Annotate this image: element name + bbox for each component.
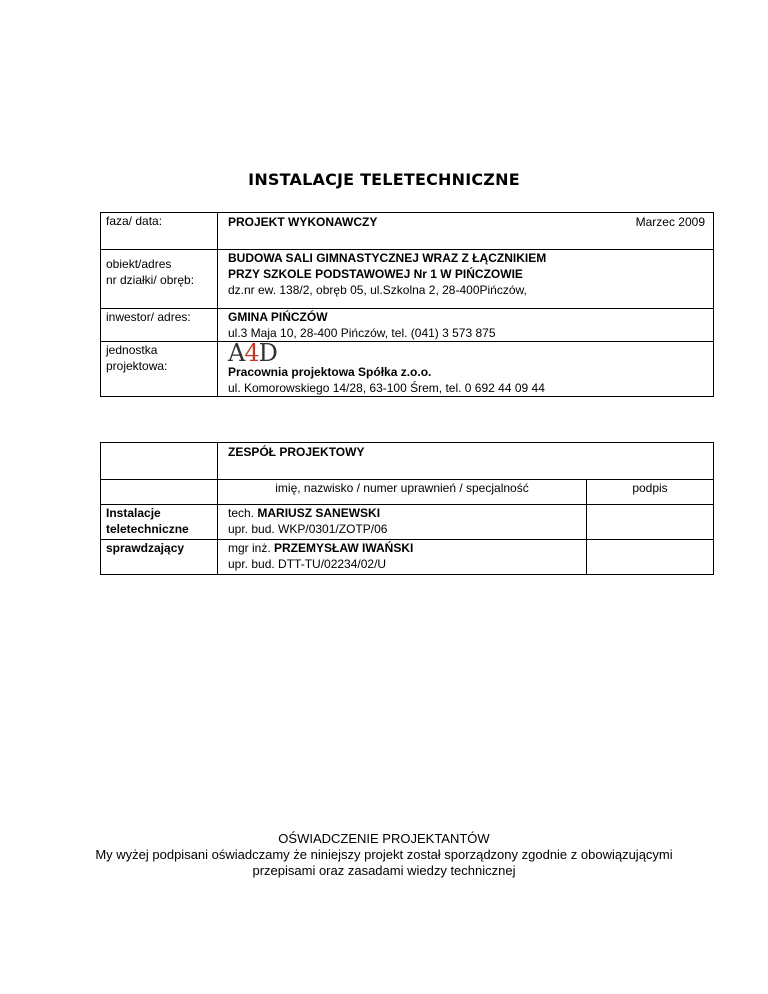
col-sign-header: podpis — [587, 480, 714, 505]
obiekt-line-3: dz.nr ew. 138/2, obręb 05, ul.Szkolna 2, 28-400Pińczów, — [228, 283, 527, 297]
designer-name: MARIUSZ SANEWSKI — [257, 506, 381, 520]
declaration-heading: OŚWIADCZENIE PROJEKTANTÓW — [278, 831, 490, 846]
team-row-sprawdzajacy — [101, 540, 714, 575]
checker-name: PRZEMYSŁAW IWAŃSKI — [274, 541, 414, 555]
logo-digit-4: 4 — [244, 339, 259, 367]
team-header-row — [101, 443, 714, 480]
team-columns-row — [101, 480, 714, 505]
col-name-header: imię, nazwisko / numer uprawnień / specjalność — [218, 480, 587, 505]
declaration-line-2: przepisami oraz zasadami wiedzy technicznej — [252, 863, 516, 878]
project-info-table — [100, 212, 714, 397]
jednostka-name: Pracownia projektowa Spółka z.o.o. — [228, 365, 432, 379]
signature-cell — [587, 505, 714, 540]
role-label-1: Instalacje — [106, 506, 161, 520]
role-label-2: teletechniczne — [106, 522, 189, 536]
checker-title: mgr inż. — [228, 541, 275, 555]
inwestor-name: GMINA PIŃCZÓW — [228, 310, 328, 324]
obiekt-label-2: nr działki/ obręb: — [106, 273, 195, 287]
team-header: ZESPÓŁ PROJEKTOWY — [228, 445, 365, 459]
signature-cell — [587, 540, 714, 575]
row-jednostka — [101, 342, 714, 397]
declaration — [0, 831, 768, 879]
designer-title: tech. — [228, 506, 258, 520]
document-title: INSTALACJE TELETECHNICZNE — [248, 170, 520, 189]
row-faza — [101, 213, 714, 250]
obiekt-line-2: PRZY SZKOLE PODSTAWOWEJ Nr 1 W PIŃCZOWIE — [228, 267, 523, 281]
inwestor-address: ul.3 Maja 10, 28-400 Pińczów, tel. (041) 3 573 875 — [228, 326, 496, 340]
jednostka-label-2: projektowa: — [106, 359, 168, 373]
team-table — [100, 442, 714, 575]
jednostka-label-1: jednostka — [106, 343, 158, 357]
logo-letter-d: D — [258, 339, 277, 367]
project-date: Marzec 2009 — [635, 215, 705, 229]
logo-letter-a: A — [228, 339, 245, 367]
jednostka-address: ul. Komorowskiego 14/28, 63-100 Śrem, tel. 0 692 44 09 44 — [228, 381, 545, 395]
obiekt-label-1: obiekt/adres — [106, 257, 172, 271]
team-row-instalacje — [101, 505, 714, 540]
checker-license: upr. bud. DTT-TU/02234/02/U — [228, 557, 387, 571]
row-inwestor — [101, 309, 714, 342]
obiekt-line-1: BUDOWA SALI GIMNASTYCZNEJ WRAZ Z ŁĄCZNIKIEM — [228, 251, 547, 265]
declaration-line-1: My wyżej podpisani oświadczamy że niniejszy projekt został sporządzony zgodnie z obowiązującymi — [95, 847, 673, 862]
row-obiekt — [101, 250, 714, 309]
faza-value: PROJEKT WYKONAWCZY — [228, 215, 378, 229]
designer-license: upr. bud. WKP/0301/ZOTP/06 — [228, 522, 388, 536]
inwestor-label: inwestor/ adres: — [101, 309, 218, 342]
faza-label: faza/ data: — [101, 213, 218, 250]
a4d-logo — [228, 339, 713, 367]
checker-role-label: sprawdzający — [106, 541, 185, 555]
